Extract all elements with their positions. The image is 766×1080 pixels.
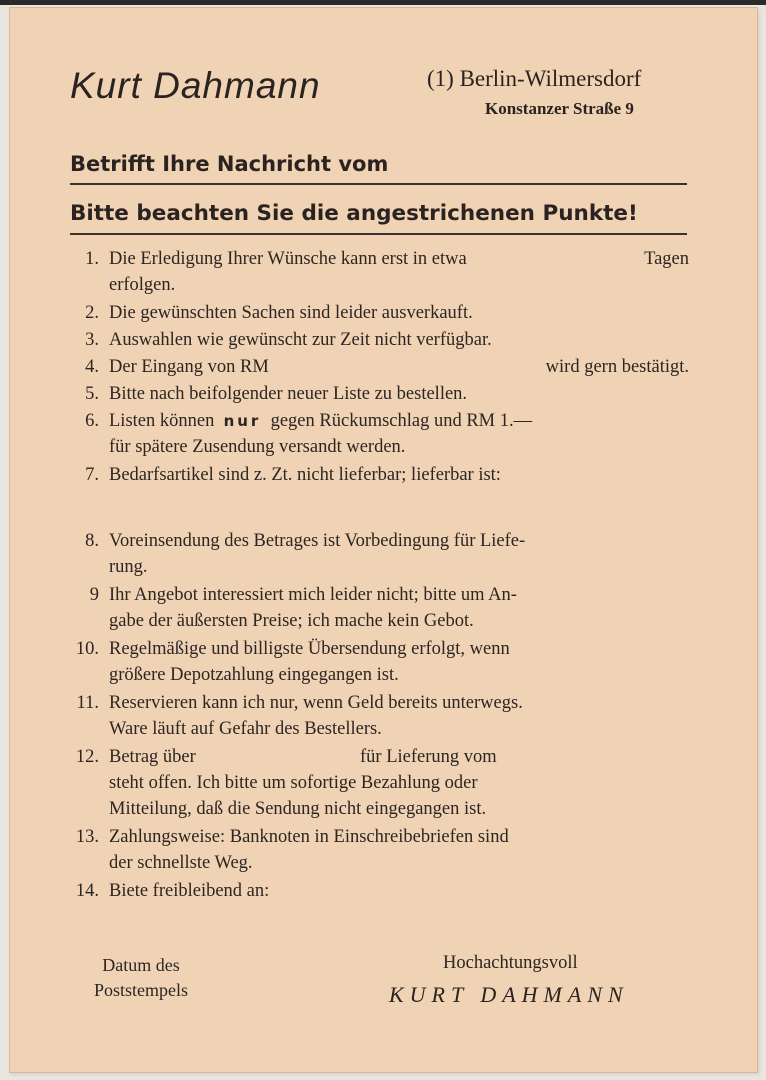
- sender-address-street: Konstanzer Straße 9: [485, 99, 634, 118]
- item-text: Auswahlen wie gewünscht zur Zeit nicht verfügbar.: [109, 330, 492, 350]
- item-text-mid: für Lieferung vom: [360, 747, 497, 767]
- item-number: 11.: [76, 693, 99, 713]
- item-text-right: Tagen: [644, 249, 689, 269]
- closing-phrase: Hochachtungsvoll: [443, 953, 578, 973]
- item-number: 5.: [85, 384, 99, 404]
- list-item-9: [69, 585, 689, 635]
- postmark-label-line2: Poststempels: [93, 980, 188, 1000]
- regarding-heading: Betrifft Ihre Nachricht vom: [70, 152, 389, 176]
- item-number: 6.: [85, 411, 99, 431]
- item-text: Der Eingang von RM: [109, 357, 269, 377]
- item-text-continued-2: Mitteilung, daß die Sendung nicht eingegangen ist.: [109, 799, 487, 819]
- item-text: Voreinsendung des Betrages ist Vorbedingung für Liefe-: [109, 531, 526, 551]
- postcard: [9, 7, 758, 1073]
- list-item-6: [69, 411, 689, 461]
- item-text: Bitte nach beifolgender neuer Liste zu bestellen.: [109, 384, 468, 404]
- item-text-continued: gabe der äußersten Preise; ich mache kein Gebot.: [109, 611, 474, 631]
- item-text-continued: Ware läuft auf Gefahr des Bestellers.: [109, 719, 382, 739]
- item-text: Biete freibleibend an:: [109, 881, 270, 901]
- item-text-pre: Listen können: [109, 411, 215, 431]
- heading-underline: [70, 183, 687, 185]
- item-text-continued: für spätere Zusendung versandt werden.: [109, 437, 406, 457]
- list-item-1: [69, 249, 689, 299]
- item-number: 8.: [85, 531, 99, 551]
- item-text: Die Erledigung Ihrer Wünsche kann erst in etwa: [109, 249, 467, 269]
- scan-top-edge: [0, 0, 766, 5]
- notice-underline: [70, 233, 687, 235]
- list-item-13: [69, 827, 689, 877]
- item-text: Zahlungsweise: Banknoten in Einschreibebriefen sind: [109, 827, 509, 847]
- item-number: 13.: [75, 827, 99, 847]
- list-item-11: [69, 693, 689, 743]
- item-number: 3.: [85, 330, 99, 350]
- item-text: Betrag über: [109, 747, 196, 767]
- postmark-label-line1: Datum des: [102, 955, 180, 975]
- item-text-continued: erfolgen.: [109, 275, 176, 295]
- item-emphasis: nur: [223, 412, 262, 430]
- item-text-continued: rung.: [109, 557, 148, 577]
- item-text: Reservieren kann ich nur, wenn Geld bereits unterwegs.: [109, 693, 523, 713]
- signature: KURT DAHMANN: [389, 982, 629, 1007]
- item-text-post: gegen Rückumschlag und RM 1.—: [270, 411, 533, 431]
- list-item-12: [69, 747, 689, 825]
- item-number: 10.: [75, 639, 99, 659]
- item-number: 14.: [75, 881, 99, 901]
- item-text: Bedarfsartikel sind z. Zt. nicht lieferbar; lieferbar ist:: [109, 465, 501, 485]
- postmark-date-label: [71, 953, 211, 1003]
- item-text-continued: größere Depotzahlung eingegangen ist.: [109, 665, 399, 685]
- item-number: 2.: [85, 303, 99, 323]
- list-item-10: [69, 639, 689, 689]
- item-number: 4.: [85, 357, 99, 377]
- item-number: 1.: [85, 249, 99, 269]
- item-number: 12.: [75, 747, 99, 767]
- list-item-8: [69, 531, 689, 581]
- item-text: Regelmäßige und billigste Übersendung erfolgt, wenn: [109, 639, 510, 659]
- item-text: Die gewünschten Sachen sind leider ausverkauft.: [109, 303, 473, 323]
- item-text: Ihr Angebot interessiert mich leider nicht; bitte um An-: [109, 585, 517, 605]
- item-text-continued: steht offen. Ich bitte um sofortige Bezahlung oder: [109, 773, 478, 793]
- item-text-continued: der schnellste Weg.: [109, 853, 253, 873]
- item-number: 9: [89, 585, 99, 605]
- notice-heading: Bitte beachten Sie die angestrichenen Punkte!: [70, 201, 638, 226]
- sender-name: Kurt Dahmann: [70, 65, 321, 106]
- item-number: 7.: [85, 465, 99, 485]
- item-text-right: wird gern bestätigt.: [545, 357, 689, 377]
- item-text: [109, 411, 532, 432]
- sender-address-city: (1) Berlin-Wilmersdorf: [427, 66, 642, 91]
